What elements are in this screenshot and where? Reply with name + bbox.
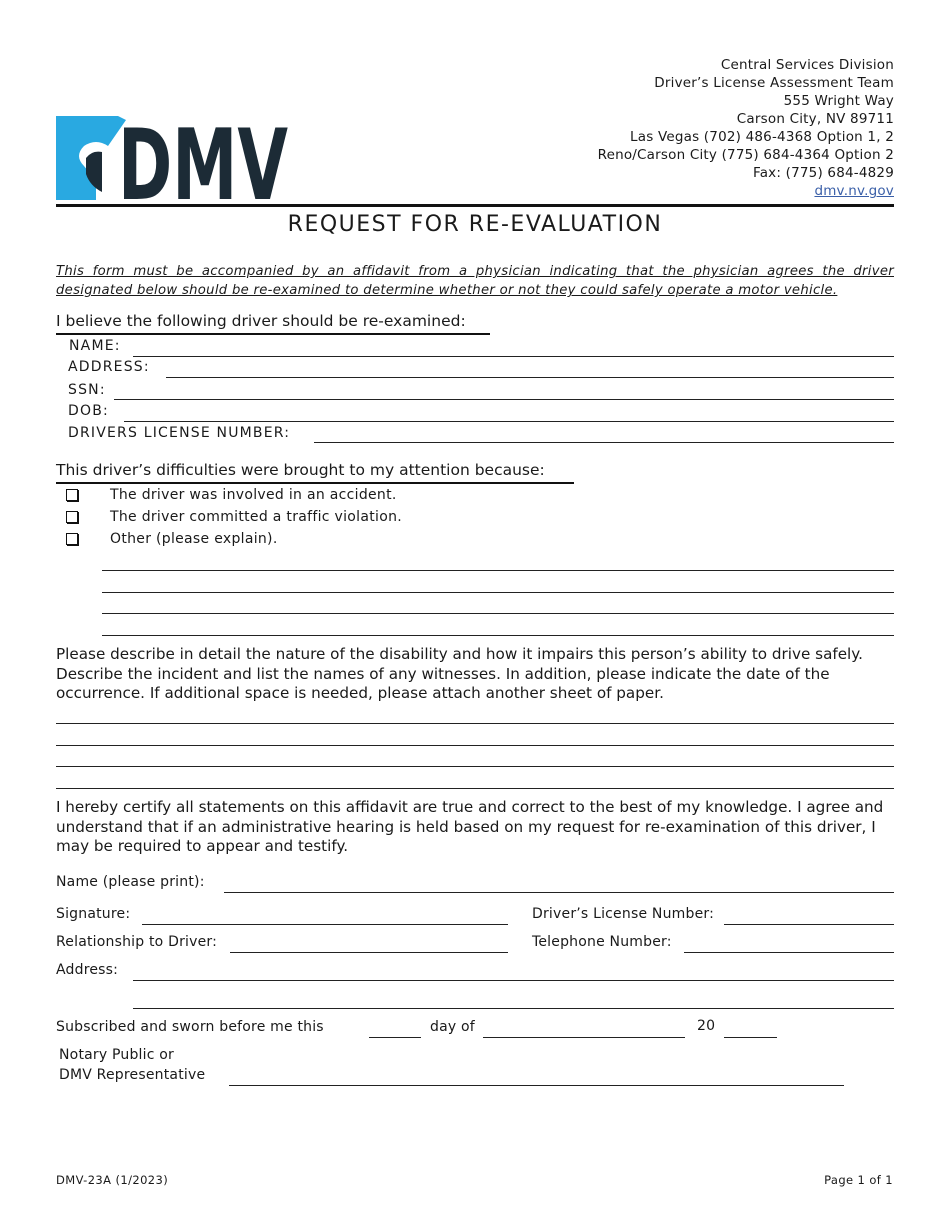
notary-label-line2: DMV Representative [59,1067,206,1083]
ssn-label: SSN: [68,382,106,398]
notary-signature-field[interactable] [229,1085,844,1086]
description-line[interactable] [56,723,894,724]
relationship-field[interactable] [230,952,508,953]
form-id: DMV-23A (1/2023) [56,1173,169,1187]
explain-line[interactable] [102,613,894,614]
describe-instructions: Please describe in detail the nature of the disability and how it impairs this person’s ability to drive safely. Describe the incident and list the names of any witnesses. In addition, please indicate the date of the occurrence. If additional space is needed, please attach another sheet of paper. [56,645,863,702]
traffic-violation-option-label: The driver committed a traffic violation. [110,509,403,525]
day-field[interactable] [369,1037,421,1038]
heading-underline [56,482,574,484]
signer-name-field[interactable] [224,892,894,893]
explain-line[interactable] [102,592,894,593]
website-link[interactable]: dmv.nv.gov [814,183,894,199]
description-line[interactable] [56,766,894,767]
intro-notice: This form must be accompanied by an affidavit from a physician indicating that the physician agrees the driver designated below should be re-examined to determine whether or not they could safely operate a motor vehicle. [56,264,894,298]
certification-statement: I hereby certify all statements on this affidavit are true and correct to the best of my knowledge. I agree and understand that if an administrative hearing is held based on my request for re-examination of this driver, I may be required to appear and testify. [56,798,884,855]
address-line: Driver’s License Assessment Team [654,75,894,91]
form-title: REQUEST FOR RE-EVALUATION [287,212,663,237]
year-prefix: 20 [697,1018,716,1034]
explain-line[interactable] [102,570,894,571]
heading-underline [56,333,490,335]
signature-label: Signature: [56,906,131,922]
signature-field[interactable] [142,924,508,925]
difficulties-heading: This driver’s difficulties were brought to my attention because: [56,461,545,479]
license-label: DRIVERS LICENSE NUMBER: [68,425,291,441]
header-divider [56,204,894,207]
accident-checkbox[interactable] [66,489,78,501]
telephone-label: Telephone Number: [532,934,672,950]
address-line: 555 Wright Way [783,93,894,109]
address-line: Fax: (775) 684-4829 [752,165,894,181]
telephone-field[interactable] [684,952,894,953]
driver-section-heading: I believe the following driver should be re-examined: [56,312,466,330]
traffic-violation-checkbox[interactable] [66,511,78,523]
signer-name-label: Name (please print): [56,874,205,890]
address-line: Las Vegas (702) 486-4368 Option 1, 2 [630,129,894,145]
page-number: Page 1 of 1 [824,1173,893,1187]
name-label: NAME: [69,338,121,354]
driver-name-field[interactable] [133,356,894,357]
subscribed-label: Subscribed and sworn before me this [56,1019,324,1035]
relationship-label: Relationship to Driver: [56,934,218,950]
month-field[interactable] [483,1037,685,1038]
other-option-label: Other (please explain). [110,531,278,547]
year-field[interactable] [724,1037,777,1038]
dmv-logo [56,109,290,223]
driver-dob-field[interactable] [124,421,894,422]
address-label: ADDRESS: [68,359,150,375]
driver-license-field[interactable] [314,442,894,443]
dob-label: DOB: [68,403,109,419]
contact-address-block [598,56,894,200]
description-line[interactable] [56,745,894,746]
logo-text: DMV [118,109,289,223]
signer-address-field[interactable] [133,980,894,981]
accident-option-label: The driver was involved in an accident. [110,487,397,503]
signer-license-field[interactable] [724,924,894,925]
signer-address-label: Address: [56,962,119,978]
address-line: Carson City, NV 89711 [736,111,894,127]
address-line: Central Services Division [720,57,894,73]
driver-address-field[interactable] [166,377,894,378]
day-of-label: day of [430,1019,475,1035]
other-checkbox[interactable] [66,533,78,545]
notary-label-line1: Notary Public or [59,1047,175,1063]
signer-license-label: Driver’s License Number: [532,906,715,922]
driver-ssn-field[interactable] [114,399,894,400]
signer-address-field[interactable] [133,1008,894,1009]
dmv-logo-graphic [56,109,290,223]
address-line: Reno/Carson City (775) 684-4364 Option 2 [597,147,894,163]
explain-line[interactable] [102,635,894,636]
description-line[interactable] [56,788,894,789]
